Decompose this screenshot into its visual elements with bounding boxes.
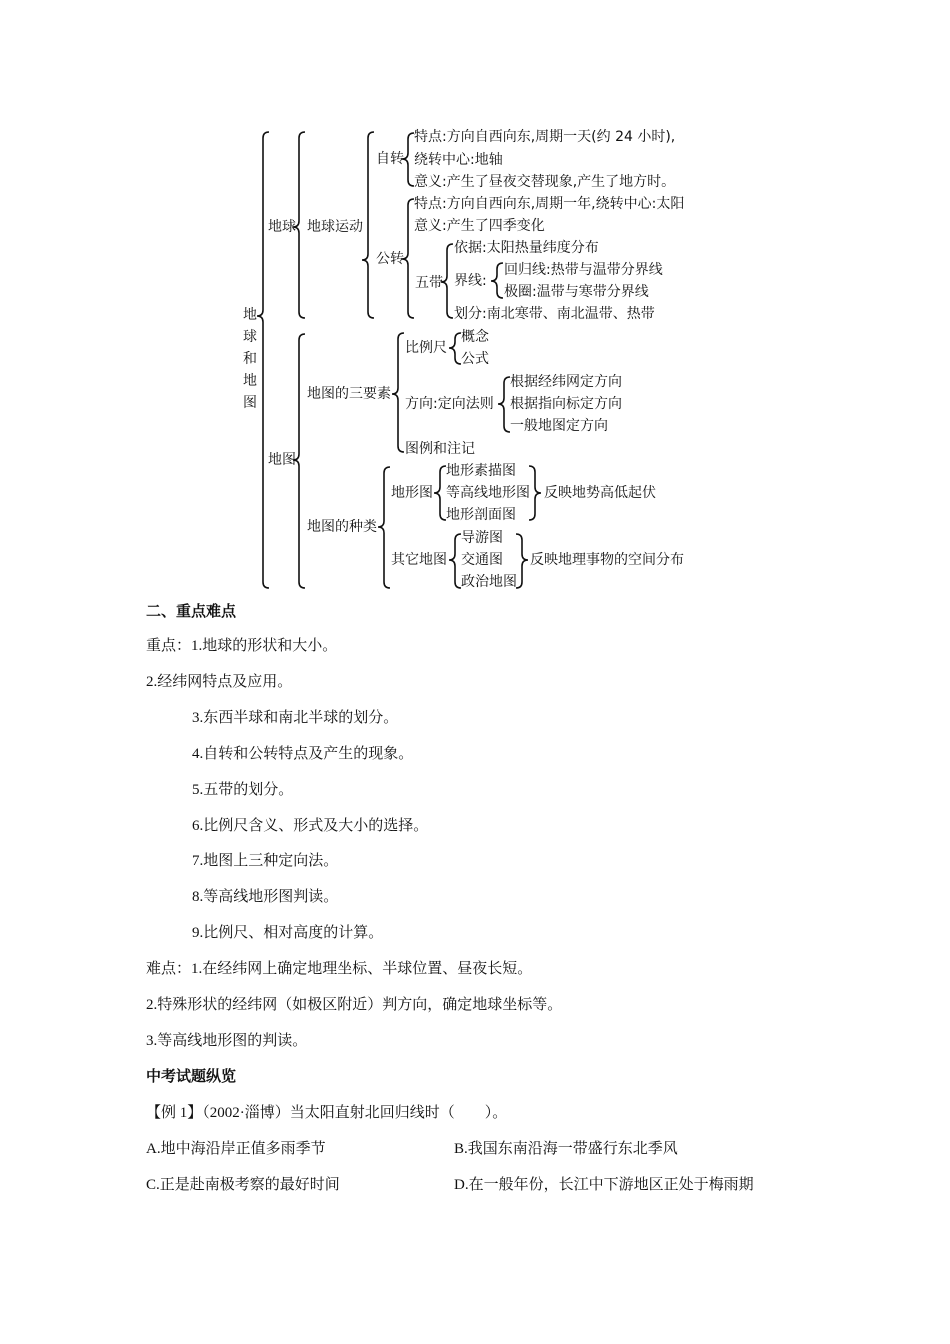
section-heading: 二、重点难点 bbox=[146, 602, 237, 620]
node-earth: 地球 bbox=[268, 219, 296, 235]
root-char: 和 bbox=[243, 351, 257, 367]
root-char: 地 bbox=[243, 307, 257, 323]
terrain-note: 反映地势高低起伏 bbox=[544, 485, 656, 501]
exam-heading: 中考试题纵览 bbox=[146, 1067, 237, 1085]
brace-boundary bbox=[491, 263, 503, 298]
boundary-tropic: 回归线:热带与温带分界线 bbox=[504, 262, 663, 278]
other-guide: 导游图 bbox=[461, 530, 503, 546]
scale-formula: 公式 bbox=[461, 351, 489, 367]
key-point: 2.经纬网特点及应用。 bbox=[146, 674, 293, 690]
option-c: C.正是赴南极考察的最好时间 bbox=[146, 1177, 340, 1193]
node-rotation: 自转 bbox=[376, 151, 404, 167]
option-a: A.地中海沿岸正值多雨季节 bbox=[146, 1141, 326, 1157]
node-five-zones: 五带 bbox=[415, 275, 443, 291]
other-traffic: 交通图 bbox=[461, 552, 503, 568]
node-other-maps: 其它地图 bbox=[391, 552, 447, 568]
other-note: 反映地理事物的空间分布 bbox=[530, 552, 684, 568]
key-point: 4.自转和公转特点及产生的现象。 bbox=[192, 746, 414, 762]
direction-arrow: 根据指向标定方向 bbox=[510, 396, 622, 412]
node-terrain-map: 地形图 bbox=[391, 485, 433, 501]
knowledge-tree-diagram bbox=[0, 0, 950, 600]
node-direction: 方向:定向法则 bbox=[405, 396, 494, 412]
rotation-feature: 特点:方向自西向东,周期一天(约 24 小时), bbox=[414, 129, 676, 145]
key-point: 重点：1.地球的形状和大小。 bbox=[146, 638, 338, 654]
key-point: 8.等高线地形图判读。 bbox=[192, 889, 339, 905]
node-three-elements: 地图的三要素 bbox=[307, 386, 391, 402]
revolution-meaning: 意义:产生了四季变化 bbox=[414, 218, 545, 234]
brace-three-elements bbox=[392, 333, 404, 452]
five-zones-division: 划分:南北寒带、南北温带、热带 bbox=[454, 306, 655, 322]
terrain-profile: 地形剖面图 bbox=[446, 507, 516, 523]
difficult-point: 2.特殊形状的经纬网（如极区附近）判方向，确定地球坐标等。 bbox=[146, 997, 563, 1013]
revolution-feature: 特点:方向自西向东,周期一年,绕转中心:太阳 bbox=[414, 196, 685, 212]
direction-grid: 根据经纬网定方向 bbox=[510, 374, 622, 390]
key-point: 7.地图上三种定向法。 bbox=[192, 853, 339, 869]
node-scale: 比例尺 bbox=[405, 340, 447, 356]
difficult-point: 3.等高线地形图的判读。 bbox=[146, 1033, 308, 1049]
difficult-point: 难点：1.在经纬网上确定地理坐标、半球位置、昼夜长短。 bbox=[146, 961, 533, 977]
five-zones-boundary: 界线: bbox=[454, 273, 487, 289]
brace-scale bbox=[449, 333, 461, 364]
brace-root bbox=[257, 132, 269, 588]
terrain-contour: 等高线地形图 bbox=[446, 485, 530, 501]
brace-other bbox=[449, 534, 461, 588]
node-earth-motion: 地球运动 bbox=[307, 219, 363, 235]
key-point: 6.比例尺含义、形式及大小的选择。 bbox=[192, 818, 429, 834]
brace-terrain bbox=[434, 466, 446, 520]
scale-concept: 概念 bbox=[461, 329, 489, 345]
root-char: 地 bbox=[243, 373, 257, 389]
node-map-types: 地图的种类 bbox=[307, 519, 377, 535]
exam-question: 【例 1】（2002·淄博）当太阳直射北回归线时（ ）。 bbox=[146, 1105, 508, 1121]
direction-general: 一般地图定方向 bbox=[510, 418, 608, 434]
other-political: 政治地图 bbox=[461, 574, 517, 590]
rotation-center: 绕转中心:地轴 bbox=[414, 152, 503, 168]
key-point: 3.东西半球和南北半球的划分。 bbox=[192, 710, 399, 726]
key-point: 9.比例尺、相对高度的计算。 bbox=[192, 925, 384, 941]
node-legend: 图例和注记 bbox=[405, 441, 475, 457]
key-point: 5.五带的划分。 bbox=[192, 782, 294, 798]
brace-terrain-right bbox=[529, 466, 541, 520]
root-char: 图 bbox=[243, 395, 257, 411]
terrain-sketch: 地形素描图 bbox=[446, 463, 516, 479]
option-b: B.我国东南沿海一带盛行东北季风 bbox=[454, 1141, 678, 1157]
five-zones-basis: 依据:太阳热量纬度分布 bbox=[454, 240, 599, 256]
brace-other-right bbox=[516, 534, 528, 588]
node-map: 地图 bbox=[268, 452, 296, 468]
brace-motion bbox=[362, 132, 374, 318]
node-revolution: 公转 bbox=[376, 251, 404, 267]
rotation-meaning: 意义:产生了昼夜交替现象,产生了地方时。 bbox=[414, 174, 676, 190]
root-title bbox=[242, 304, 258, 414]
brace-types bbox=[378, 467, 390, 588]
boundary-polar: 极圈:温带与寒带分界线 bbox=[504, 284, 649, 300]
root-char: 球 bbox=[243, 329, 257, 345]
brace-direction bbox=[498, 377, 510, 432]
option-d: D.在一般年份，长江中下游地区正处于梅雨期 bbox=[454, 1177, 754, 1193]
